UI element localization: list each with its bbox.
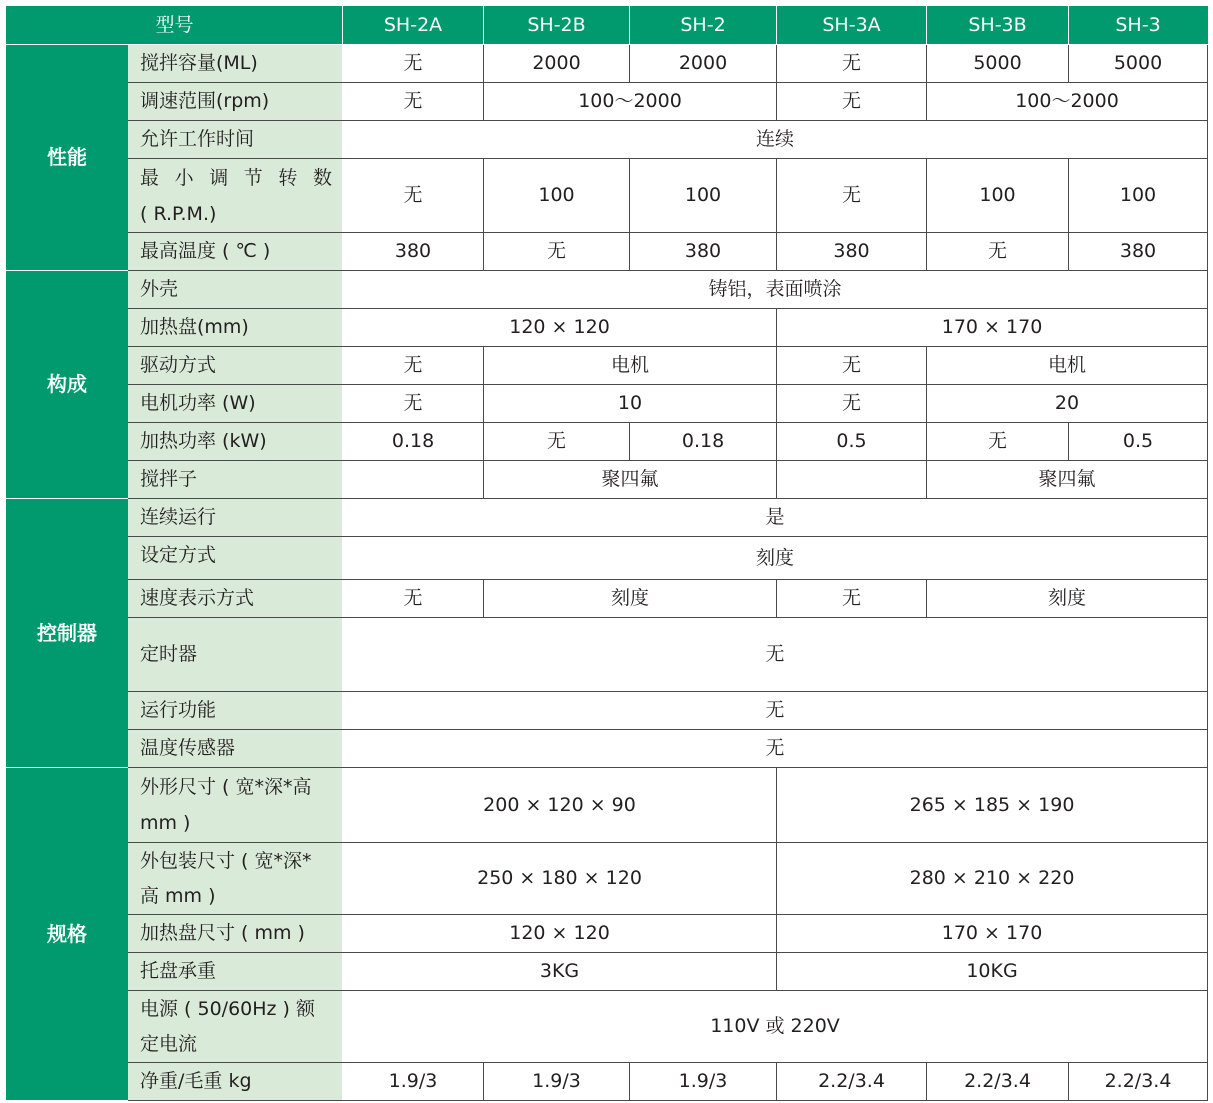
- row-label-multiline: [128, 991, 343, 1063]
- row-label: 搅拌子: [128, 461, 343, 499]
- cell: 无: [343, 580, 484, 618]
- cell: 100: [927, 159, 1069, 233]
- cell: 电机: [484, 347, 777, 385]
- row-label-line: 高 mm ): [140, 884, 216, 907]
- cell: 无: [777, 580, 927, 618]
- cell: 10KG: [777, 953, 1208, 991]
- row-label: 温度传感器: [128, 730, 343, 768]
- row-continuous-run: [7, 499, 1208, 537]
- cell: 200 × 120 × 90: [343, 768, 777, 843]
- row-work-time: [7, 121, 1208, 159]
- row-label-line: ( R.P.M.): [140, 202, 217, 225]
- row-weight: [7, 1063, 1208, 1101]
- group-performance: 性能: [7, 45, 128, 271]
- cell: 刻度: [484, 580, 777, 618]
- row-speed-display: [7, 580, 1208, 618]
- row-label: 速度表示方式: [128, 580, 343, 618]
- row-label-line: 最小调节转数: [140, 166, 335, 189]
- model-sh-3a: SH-3A: [777, 7, 927, 45]
- row-label-line: 外形尺寸 ( 宽*深*高: [140, 776, 312, 798]
- cell: 5000: [927, 45, 1069, 83]
- row-label: 运行功能: [128, 692, 343, 730]
- row-housing: [7, 271, 1208, 309]
- row-label: 驱动方式: [128, 347, 343, 385]
- group-controller: 控制器: [7, 499, 128, 768]
- cell: 20: [927, 385, 1208, 423]
- cell: 无: [343, 45, 484, 83]
- cell: 0.5: [1069, 423, 1208, 461]
- cell: 无: [343, 618, 1208, 692]
- row-label-multiline: [128, 843, 343, 915]
- row-label: 加热盘(mm): [128, 309, 343, 347]
- cell: 无: [927, 423, 1069, 461]
- cell: 无: [777, 159, 927, 233]
- cell: 0.18: [343, 423, 484, 461]
- row-package-size: [7, 843, 1208, 915]
- row-stir-capacity: [7, 45, 1208, 83]
- row-label: 定时器: [128, 618, 343, 692]
- row-label: 加热盘尺寸 ( mm ): [128, 915, 343, 953]
- cell: 120 × 120: [343, 915, 777, 953]
- cell: 3KG: [343, 953, 777, 991]
- cell: 1.9/3: [484, 1063, 630, 1101]
- row-label: 搅拌容量(ML): [128, 45, 343, 83]
- cell: [777, 461, 927, 499]
- cell: 250 × 180 × 120: [343, 843, 777, 915]
- row-stir-bar: [7, 461, 1208, 499]
- cell: 无: [343, 159, 484, 233]
- row-timer: [7, 618, 1208, 692]
- row-label: 外壳: [128, 271, 343, 309]
- row-label-line: mm ): [140, 812, 191, 834]
- cell: 10: [484, 385, 777, 423]
- cell: 无: [343, 692, 1208, 730]
- cell: 2.2/3.4: [1069, 1063, 1208, 1101]
- group-construction: 构成: [7, 271, 128, 499]
- cell: [343, 461, 484, 499]
- row-heating-power: [7, 423, 1208, 461]
- group-specs: 规格: [7, 768, 128, 1101]
- cell: 是: [343, 499, 1208, 537]
- cell: 2000: [630, 45, 777, 83]
- cell: 刻度: [343, 537, 1208, 580]
- row-label: 调速范围(rpm): [128, 83, 343, 121]
- row-label: 最高温度 ( ℃ ): [128, 233, 343, 271]
- cell: 无: [343, 347, 484, 385]
- cell: 电机: [927, 347, 1208, 385]
- cell: 380: [630, 233, 777, 271]
- model-label: 型号: [7, 7, 343, 45]
- row-power-supply: [7, 991, 1208, 1063]
- row-label-multiline: [128, 768, 343, 843]
- cell: 无: [927, 233, 1069, 271]
- cell: 100～2000: [484, 83, 777, 121]
- cell: 0.5: [777, 423, 927, 461]
- cell: 无: [777, 347, 927, 385]
- row-label: 设定方式: [128, 537, 343, 580]
- row-min-speed: [7, 159, 1208, 233]
- cell: 聚四氟: [484, 461, 777, 499]
- cell: 无: [343, 385, 484, 423]
- row-speed-range: [7, 83, 1208, 121]
- cell: 265 × 185 × 190: [777, 768, 1208, 843]
- row-motor-power: [7, 385, 1208, 423]
- cell: 无: [777, 385, 927, 423]
- row-plate-size: [7, 915, 1208, 953]
- row-label-line: 外包装尺寸 ( 宽*深*: [140, 849, 312, 872]
- header-row: [7, 7, 1208, 45]
- model-sh-2b: SH-2B: [484, 7, 630, 45]
- row-outer-size: [7, 768, 1208, 843]
- cell: 1.9/3: [630, 1063, 777, 1101]
- cell: 连续: [343, 121, 1208, 159]
- row-tray-load: [7, 953, 1208, 991]
- cell: 0.18: [630, 423, 777, 461]
- row-label: 加热功率 (kW): [128, 423, 343, 461]
- cell: 无: [777, 83, 927, 121]
- cell: 380: [343, 233, 484, 271]
- cell: 无: [343, 730, 1208, 768]
- row-heating-plate: [7, 309, 1208, 347]
- cell: 聚四氟: [927, 461, 1208, 499]
- cell: 铸铝，表面喷涂: [343, 271, 1208, 309]
- cell: 刻度: [927, 580, 1208, 618]
- row-label-line: 电源 ( 50/60Hz ) 额: [140, 997, 315, 1020]
- model-sh-3: SH-3: [1069, 7, 1208, 45]
- row-max-temp: [7, 233, 1208, 271]
- cell: 120 × 120: [343, 309, 777, 347]
- cell: 170 × 170: [777, 309, 1208, 347]
- cell: 170 × 170: [777, 915, 1208, 953]
- cell: 2000: [484, 45, 630, 83]
- cell: 380: [1069, 233, 1208, 271]
- cell: 无: [484, 233, 630, 271]
- row-setting-mode: [7, 537, 1208, 580]
- row-run-function: [7, 692, 1208, 730]
- row-temp-sensor: [7, 730, 1208, 768]
- spec-table: [6, 6, 1208, 1101]
- row-label: 电机功率 (W): [128, 385, 343, 423]
- cell: 280 × 210 × 220: [777, 843, 1208, 915]
- cell: 无: [484, 423, 630, 461]
- row-label: 连续运行: [128, 499, 343, 537]
- cell: 1.9/3: [343, 1063, 484, 1101]
- row-drive-mode: [7, 347, 1208, 385]
- row-label: 托盘承重: [128, 953, 343, 991]
- row-label-line: 定电流: [140, 1032, 198, 1055]
- model-sh-2a: SH-2A: [343, 7, 484, 45]
- model-sh-3b: SH-3B: [927, 7, 1069, 45]
- cell: 380: [777, 233, 927, 271]
- cell: 无: [777, 45, 927, 83]
- cell: 无: [343, 83, 484, 121]
- cell: 110V 或 220V: [343, 991, 1208, 1063]
- cell: 100～2000: [927, 83, 1208, 121]
- model-sh-2: SH-2: [630, 7, 777, 45]
- row-label: 净重/毛重 kg: [128, 1063, 343, 1101]
- cell: 100: [484, 159, 630, 233]
- cell: 5000: [1069, 45, 1208, 83]
- cell: 100: [630, 159, 777, 233]
- cell: 2.2/3.4: [927, 1063, 1069, 1101]
- cell: 100: [1069, 159, 1208, 233]
- row-label-multiline: [128, 159, 343, 233]
- cell: 2.2/3.4: [777, 1063, 927, 1101]
- row-label: 允许工作时间: [128, 121, 343, 159]
